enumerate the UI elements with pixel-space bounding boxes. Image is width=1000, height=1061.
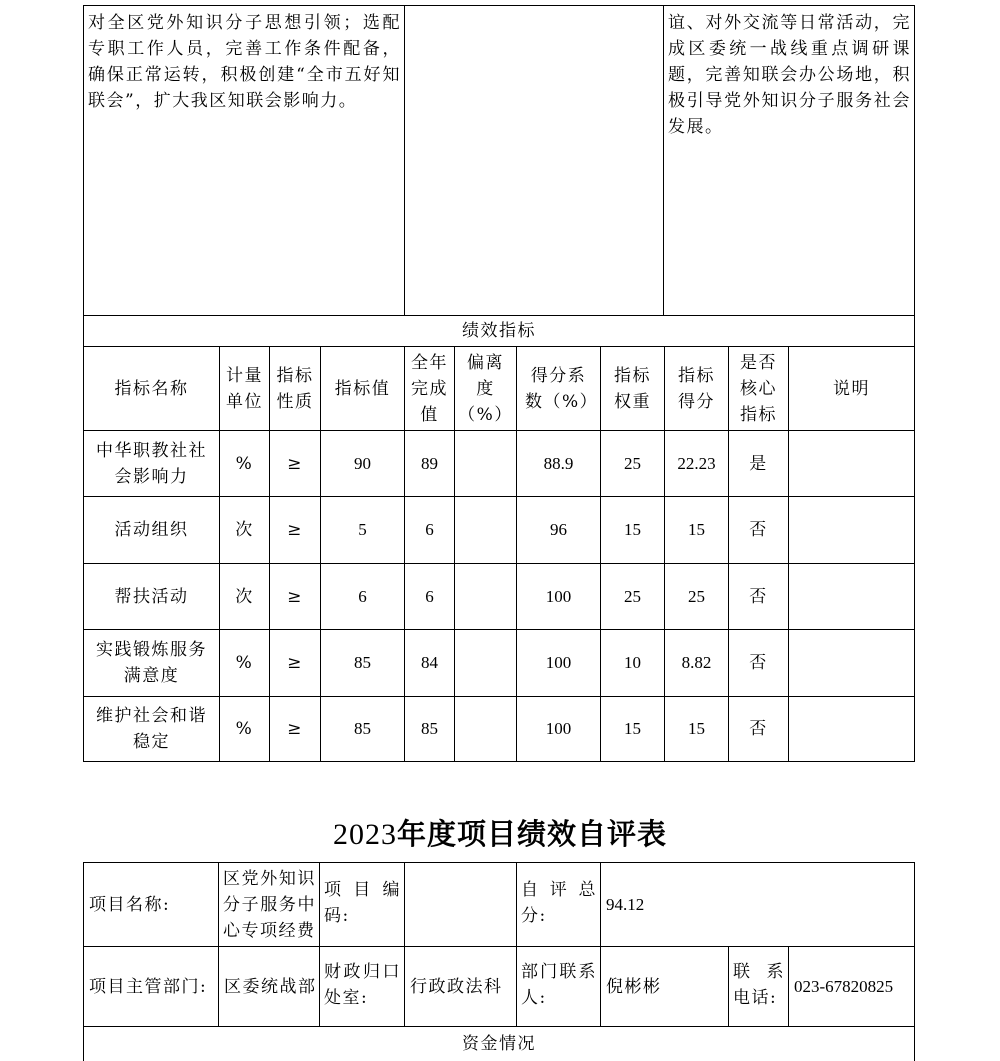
header-is-core: 是否核心指标 (729, 347, 789, 431)
row3-target: 6 (321, 564, 405, 630)
self-score-value: 94.12 (601, 863, 915, 947)
header-nature: 指标性质 (270, 347, 321, 431)
row2-score: 15 (665, 497, 729, 564)
row5-deviation (455, 697, 517, 762)
top-table (83, 5, 915, 316)
project-name-value: 区党外知识分子服务中心专项经费 (219, 863, 320, 947)
row2-target: 5 (321, 497, 405, 564)
header-unit: 计量单位 (220, 347, 270, 431)
header-actual-value: 全年完成值 (405, 347, 455, 431)
row3-note (789, 564, 915, 630)
row1-core: 是 (729, 431, 789, 497)
row1-actual: 89 (405, 431, 455, 497)
row3-name: 帮扶活动 (84, 564, 220, 630)
row2-note (789, 497, 915, 564)
phone-value: 023-67820825 (789, 947, 915, 1027)
phone-label: 联系电话: (729, 947, 789, 1027)
project-name-label: 项目名称: (84, 863, 219, 947)
row3-weight: 25 (601, 564, 665, 630)
row5-note (789, 697, 915, 762)
row2-unit: 次 (220, 497, 270, 564)
row4-name: 实践锻炼服务满意度 (84, 630, 220, 697)
self-score-label: 自评总分: (517, 863, 601, 947)
row1-deviation (455, 431, 517, 497)
row5-nature: ≥ (270, 697, 321, 762)
row3-score: 25 (665, 564, 729, 630)
row2-actual: 6 (405, 497, 455, 564)
row2-name: 活动组织 (84, 497, 220, 564)
row3-unit: 次 (220, 564, 270, 630)
row5-unit: % (220, 697, 270, 762)
header-indicator-name: 指标名称 (84, 347, 220, 431)
row5-actual: 85 (405, 697, 455, 762)
header-weight: 指标权重 (601, 347, 665, 431)
project-code-label: 项目编码: (320, 863, 405, 947)
row3-core: 否 (729, 564, 789, 630)
row1-unit: % (220, 431, 270, 497)
row5-score: 15 (665, 697, 729, 762)
performance-table (83, 315, 915, 762)
row4-unit: % (220, 630, 270, 697)
document-title-text: 年度项目绩效自评表 (396, 817, 667, 851)
row3-actual: 6 (405, 564, 455, 630)
row1-note (789, 431, 915, 497)
row3-nature: ≥ (270, 564, 321, 630)
header-score: 指标得分 (665, 347, 729, 431)
row2-core: 否 (729, 497, 789, 564)
row1-weight: 25 (601, 431, 665, 497)
department-value: 区委统战部 (219, 947, 320, 1027)
document-title (0, 812, 1000, 853)
row4-nature: ≥ (270, 630, 321, 697)
row3-coefficient: 100 (517, 564, 601, 630)
row1-nature: ≥ (270, 431, 321, 497)
row4-score: 8.82 (665, 630, 729, 697)
row5-weight: 15 (601, 697, 665, 762)
finance-office-value: 行政政法科 (405, 947, 517, 1027)
top-col1-text: 对全区党外知识分子思想引领；选配专职工作人员，完善工作条件配备，确保正常运转，积极创建“全市五好知联会”，扩大我区知联会影响力。 (84, 6, 405, 316)
row1-target: 90 (321, 431, 405, 497)
row2-coefficient: 96 (517, 497, 601, 564)
finance-office-label: 财政归口处室: (320, 947, 405, 1027)
header-score-coefficient: 得分系数（%） (517, 347, 601, 431)
performance-section-title: 绩效指标 (84, 316, 915, 347)
header-deviation: 偏离度（%） (455, 347, 517, 431)
top-col2-text (405, 6, 664, 316)
row5-coefficient: 100 (517, 697, 601, 762)
row5-target: 85 (321, 697, 405, 762)
row1-score: 22.23 (665, 431, 729, 497)
header-target-value: 指标值 (321, 347, 405, 431)
row4-coefficient: 100 (517, 630, 601, 697)
header-note: 说明 (789, 347, 915, 431)
document-title-year: 2023 (332, 818, 397, 851)
row5-name: 维护社会和谐稳定 (84, 697, 220, 762)
row5-core: 否 (729, 697, 789, 762)
row4-actual: 84 (405, 630, 455, 697)
row4-weight: 10 (601, 630, 665, 697)
top-col3-text: 谊、对外交流等日常活动，完成区委统一战线重点调研课题，完善知联会办公场地，积极引导党外知识分子服务社会发展。 (664, 6, 915, 316)
row4-deviation (455, 630, 517, 697)
contact-person-label: 部门联系人: (517, 947, 601, 1027)
funds-section-title: 资金情况 (84, 1027, 915, 1061)
row2-deviation (455, 497, 517, 564)
project-info-table (83, 862, 915, 1061)
row2-weight: 15 (601, 497, 665, 564)
row1-name: 中华职教社社会影响力 (84, 431, 220, 497)
row1-coefficient: 88.9 (517, 431, 601, 497)
row2-nature: ≥ (270, 497, 321, 564)
row4-core: 否 (729, 630, 789, 697)
contact-person-value: 倪彬彬 (601, 947, 729, 1027)
project-code-value (405, 863, 517, 947)
row3-deviation (455, 564, 517, 630)
row4-note (789, 630, 915, 697)
row4-target: 85 (321, 630, 405, 697)
department-label: 项目主管部门: (84, 947, 219, 1027)
